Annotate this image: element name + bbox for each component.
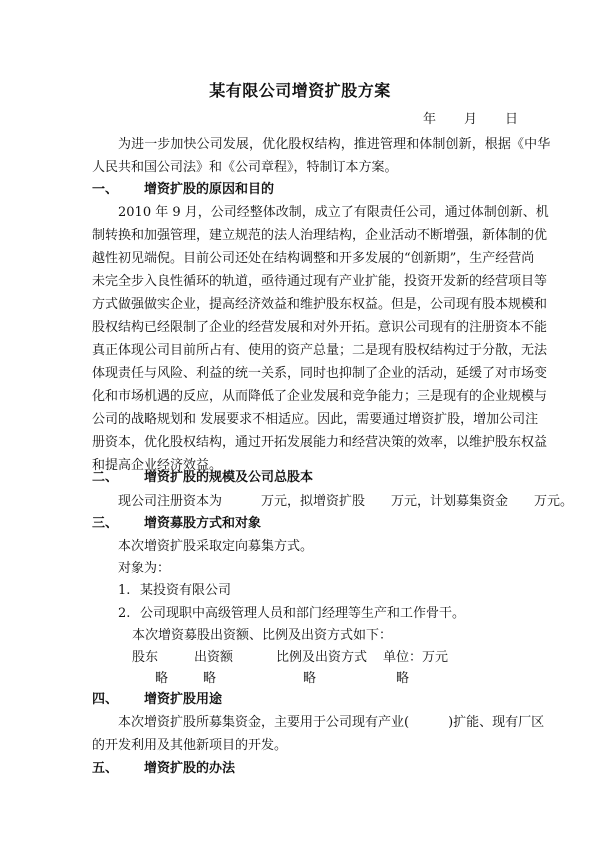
document-title: 某有限公司增资扩股方案 (209, 81, 391, 100)
section2-line: 现公司注册资本为 万元，拟增资扩股 万元，计划募集资金 万元。 (118, 494, 574, 509)
intro-line-2: 人民共和国公司法》和《公司章程》，特制订本方案。 (92, 160, 398, 175)
section1-line: 真正体现公司目前所占有、使用的资产总量；二是现有股权结构过于分散，无法 (92, 343, 548, 358)
section1-line: 和提高企业经济效益。 (92, 458, 223, 473)
section3-line-3: 本次增资募股出资额、比例及出资方式如下： (132, 628, 393, 643)
section-heading-2: 二、 增资扩股的规模及公司总股本 (92, 470, 314, 485)
section1-line: 方式做强做实企业，提高经济效益和维护股东权益。但是，公司现有股本规模和 (92, 297, 548, 312)
section-heading-4: 四、 增资扩股用途 (92, 692, 223, 707)
section3-line-2: 对象为： (118, 561, 171, 576)
list-item: 2. 公司现职中高级管理人员和部门经理等生产和工作骨干。 (118, 606, 466, 621)
section1-line: 册资本，优化股权结构，通过开拓发展能力和经营决策的效率，以维护股东权益 (92, 435, 548, 450)
section1-line: 公司的战略规划和 发展要求不相适应。因此，需要通过增资扩股，增加公司注 (92, 412, 539, 427)
table-cell: 略 (155, 671, 169, 686)
list-item: 1. 某投资有限公司 (118, 583, 232, 598)
section-heading-1: 一、 增资扩股的原因和目的 (92, 182, 275, 197)
section1-line: 越性初见端倪。目前公司还处在结构调整和开多发展的“创新期”，生产经营尚 (92, 251, 535, 266)
section1-line: 股权结构已经限制了企业的经营发展和对外开拓。意识公司现有的注册资本不能 (92, 320, 548, 335)
table-header-amount: 出资额 (194, 650, 234, 665)
table-cell: 略 (396, 671, 410, 686)
section1-line: 化和市场机遇的反应，从而降低了企业发展和竞争能力；三是现有的企业规模与 (92, 389, 548, 404)
section1-line: 未完全步入良性循环的轨道，亟待通过现有产业扩能，投资开发新的经营项目等 (92, 274, 548, 289)
section4-line-1: 本次增资扩股所募集资金，主要用于公司现有产业( )扩能、现有厂区 (118, 715, 545, 730)
date-day: 日 (504, 112, 518, 127)
section4-line-2: 的开发利用及其他新项目的开发。 (92, 738, 288, 753)
section-heading-3: 三、 增资募股方式和对象 (92, 516, 262, 531)
date-month: 月 (463, 112, 477, 127)
table-cell: 略 (203, 671, 217, 686)
section3-line-1: 本次增资扩股采取定向募集方式。 (118, 539, 314, 554)
table-header-ratio: 比例及出资方式 (276, 650, 368, 665)
table-header-unit: 单位：万元 (383, 650, 449, 665)
intro-line-1: 为进一步加快公司发展，优化股权结构，推进管理和体制创新，根据《中华 (118, 137, 551, 152)
section1-line: 2010 年 9 月，公司经整体改制，成立了有限责任公司，通过体制创新、机 (118, 205, 549, 220)
date-line (395, 108, 518, 127)
table-header-shareholder: 股东 (132, 650, 159, 665)
section-heading-5: 五、 增资扩股的办法 (92, 761, 236, 776)
section1-line: 体现责任与风险、利益的统一关系，同时也抑制了企业的活动，延缓了对市场变 (92, 366, 548, 381)
table-cell: 略 (303, 671, 317, 686)
date-year: 年 (422, 112, 436, 127)
section1-line: 制转换和加强管理，建立规范的法人治理结构，企业活动不断增强，新体制的优 (92, 228, 548, 243)
